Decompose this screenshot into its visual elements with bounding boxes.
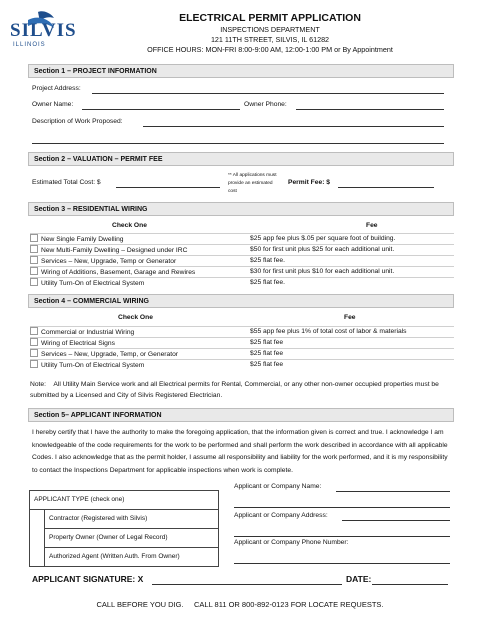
footer-text: CALL BEFORE YOU DIG. CALL 811 OR 800-892-0123 FOR LOCATE REQUESTS. (96, 600, 384, 609)
section4-header: Section 4 – COMMERCIAL WIRING (28, 294, 454, 308)
permit-fee-field[interactable] (338, 180, 434, 188)
company-phone-field[interactable] (234, 556, 450, 564)
section3-col-check: Check One (112, 222, 147, 229)
owner-phone-field[interactable] (296, 102, 444, 110)
section4-col-fee: Fee (344, 314, 356, 321)
section3-fee: $25 flat fee. (250, 279, 285, 286)
note-label: Note: (30, 381, 46, 388)
company-address-field-2[interactable] (234, 529, 450, 537)
checkbox[interactable] (30, 360, 38, 368)
checkbox[interactable] (30, 327, 38, 335)
section3-fee: $25 flat fee. (250, 257, 285, 264)
section4-row (30, 359, 454, 371)
applicant-type-header: APPLICANT TYPE (check one) (30, 491, 218, 510)
type-contractor[interactable]: Contractor (Registered with Silvis) (44, 510, 218, 529)
address: 121 11TH STREET, SILVIS, IL 61282 (210, 35, 330, 44)
section2-header: Section 2 – VALUATION – PERMIT FEE (28, 152, 454, 166)
checkbox[interactable] (30, 256, 38, 264)
note-text: All Utility Main Service work and all Electrical permits for Rental, Commercial, or any other non-owner occupied properties must be submitted by a Licensed and City of Silvis Registered Electrician. (30, 381, 439, 399)
checkbox[interactable] (30, 338, 38, 346)
date-label: DATE: (346, 574, 372, 584)
section3-fee: $30 for first unit plus $10 for each additional unit. (250, 268, 395, 275)
type-property-owner[interactable]: Property Owner (Owner of Legal Record) (44, 529, 218, 548)
section4-item-label: Commercial or Industrial Wiring (41, 329, 135, 336)
section4-fee: $25 flat fee (250, 350, 284, 357)
office-hours: OFFICE HOURS: MON-FRI 8:00-9:00 AM, 12:00-1:00 PM or By Appointment (147, 45, 393, 54)
company-phone-label: Applicant or Company Phone Number: (234, 539, 349, 546)
checkbox[interactable] (30, 349, 38, 357)
section4-item-label: Services – New, Upgrade, Temp, or Generator (41, 351, 179, 358)
cost-note: ** All applications must provide an estimated cost (228, 173, 277, 194)
section3-item-label: New Multi-Family Dwelling – Designed under IRC (41, 247, 188, 254)
description-field-2[interactable] (32, 136, 444, 144)
company-name-field[interactable] (336, 484, 450, 492)
description-label: Description of Work Proposed: (32, 118, 123, 125)
section3-item-label: Wiring of Additions, Basement, Garage and Rewires (41, 269, 196, 276)
section3-fee: $50 for first unit plus $25 for each additional unit. (250, 246, 395, 253)
type-authorized-agent[interactable]: Authorized Agent (Written Auth. From Owner) (44, 548, 218, 566)
section3-row (30, 277, 454, 289)
owner-name-label: Owner Name: (32, 101, 74, 108)
section3-item-label: New Single Family Dwelling (41, 236, 124, 243)
section4-fee: $55 app fee plus 1% of total cost of labor & materials (250, 328, 407, 335)
project-address-field[interactable] (92, 86, 444, 94)
section3-item-label: Utility Turn-On of Electrical System (41, 280, 145, 287)
company-name-label: Applicant or Company Name: (234, 483, 322, 490)
description-field[interactable] (143, 119, 444, 127)
section3-fee: $25 app fee plus $.05 per square foot of building. (250, 235, 396, 242)
total-cost-field[interactable] (116, 180, 220, 188)
company-address-label: Applicant or Company Address: (234, 512, 328, 519)
note (30, 379, 454, 401)
checkbox[interactable] (30, 278, 38, 286)
owner-phone-label: Owner Phone: (244, 101, 287, 108)
section3-header: Section 3 – RESIDENTIAL WIRING (28, 202, 454, 216)
applicant-type-table (29, 490, 219, 567)
section3-col-fee: Fee (366, 222, 378, 229)
section3-item-label: Services – New, Upgrade, Temp or Generator (41, 258, 177, 265)
department: INSPECTIONS DEPARTMENT (220, 25, 320, 34)
signature-field[interactable] (152, 577, 342, 585)
section4-item-label: Utility Turn-On of Electrical System (41, 362, 145, 369)
owner-name-field[interactable] (82, 102, 240, 110)
checkbox[interactable] (30, 245, 38, 253)
logo-subtext: ILLINOIS (13, 42, 46, 48)
page-title: ELECTRICAL PERMIT APPLICATION (179, 12, 361, 24)
section4-item-label: Wiring of Electrical Signs (41, 340, 115, 347)
section1-header: Section 1 – PROJECT INFORMATION (28, 64, 454, 78)
signature-label: APPLICANT SIGNATURE: X (32, 574, 144, 584)
section4-fee: $25 flat fee (250, 339, 284, 346)
section4-col-check: Check One (118, 314, 153, 321)
project-address-label: Project Address: (32, 85, 81, 92)
section4-fee: $25 flat fee (250, 361, 284, 368)
date-field[interactable] (372, 577, 448, 585)
logo-text: SILVIS (10, 20, 77, 41)
permit-fee-label: Permit Fee: $ (288, 179, 330, 186)
company-name-field-2[interactable] (234, 500, 450, 508)
company-address-field[interactable] (342, 513, 450, 521)
checkbox[interactable] (30, 234, 38, 242)
section5-header: Section 5– APPLICANT INFORMATION (28, 408, 454, 422)
total-cost-label: Estimated Total Cost: $ (32, 179, 101, 186)
checkbox[interactable] (30, 267, 38, 275)
certification-text: I hereby certify that I have the authority to make the foregoing application, that the information given is correct and true. I acknowledge I am knowledgeable of the code requirements for the work to be performed and shall perform the work described in accordance with all applicable Codes. I also acknowledge that as the permit holder, I assume all responsibility and liability for the work performed, and it is my responsibility to contact the Inspections Department for applicable inspections when work is complete. (32, 429, 448, 474)
